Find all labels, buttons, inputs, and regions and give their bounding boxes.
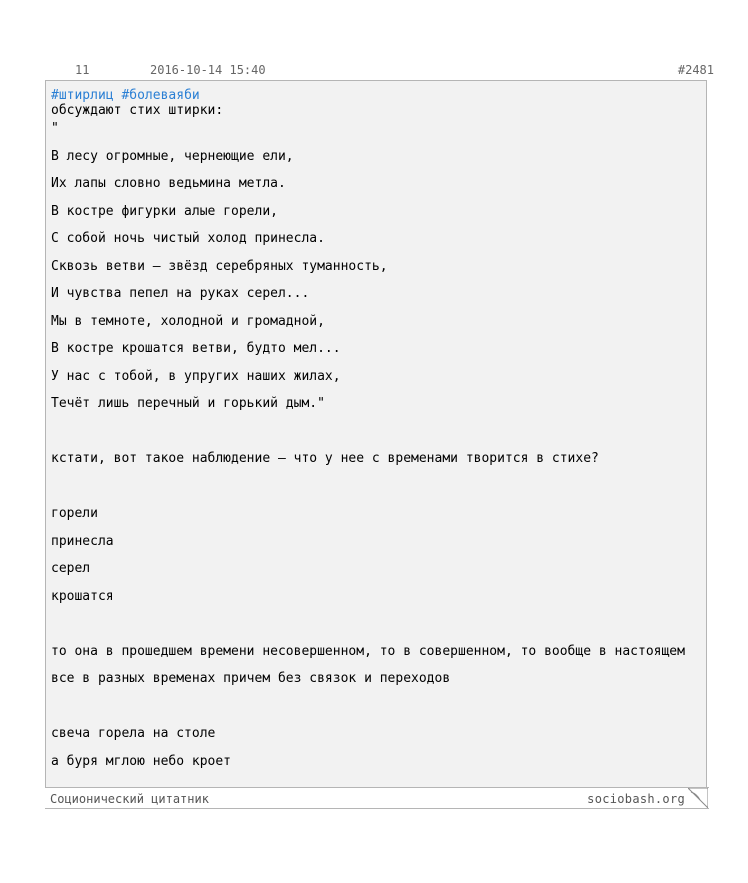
quote-line: а буря мглою небо кроет xyxy=(51,753,232,769)
quote-line: В костре крошатся ветви, будто мел... xyxy=(51,341,341,356)
quote-line: Их лапы словно ведьмина метла. xyxy=(51,176,286,191)
quote-header xyxy=(45,63,716,79)
quote-line xyxy=(51,479,706,507)
quote-line: " xyxy=(51,121,59,136)
quote-line: И чувства пепел на руках серел... xyxy=(51,286,310,301)
quote-line xyxy=(51,616,706,644)
quote-footer xyxy=(45,787,709,809)
tag-link-shtirlits[interactable]: #штирлиц xyxy=(51,88,114,103)
quote-date: 2016-10-14 15:40 xyxy=(150,63,266,77)
site-link[interactable]: sociobash.org xyxy=(587,792,685,806)
quote-line: обсуждают стих штирки: xyxy=(51,103,224,118)
quote-text xyxy=(51,103,706,781)
quote-line: то она в прошедшем времени несовершенном, то в совершенном, то вообще в настоящем xyxy=(51,643,685,659)
quote-line: серел xyxy=(51,561,91,576)
quote-line: кстати, вот такое наблюдение – что у нее с временами творится в стихе? xyxy=(51,451,599,466)
quote-line: В костре фигурки алые горели, xyxy=(51,203,278,219)
tag-link-bolevayabi[interactable]: #болеваяби xyxy=(121,88,200,103)
quote-line: С собой ночь чистый холод принесла. xyxy=(51,231,325,246)
quote-line: Сквозь ветви – звёзд серебряных туманность, xyxy=(51,258,388,274)
quote-box xyxy=(45,80,707,787)
quote-line: В лесу огромные, чернеющие ели, xyxy=(51,148,294,164)
quote-line: Течёт лишь перечный и горький дым." xyxy=(51,396,325,411)
quote-line: принесла xyxy=(51,533,114,549)
quote-line: горели xyxy=(51,506,98,521)
source-label: Соционический цитатник xyxy=(50,792,209,806)
quote-line: Мы в темноте, холодной и громадной, xyxy=(51,313,325,329)
page-corner-icon xyxy=(688,788,708,808)
quote-id-link[interactable]: #2481 xyxy=(677,63,714,77)
quote-line xyxy=(51,424,706,452)
quote-line: крошатся xyxy=(51,588,114,604)
quote-line: свеча горела на столе xyxy=(51,726,216,741)
quote-line: У нас с тобой, в упругих наших жилах, xyxy=(51,368,341,384)
quote-line: все в разных временах причем без связок и переходов xyxy=(51,671,451,686)
quote-tags xyxy=(51,88,200,103)
quote-rating: 11 xyxy=(75,63,90,77)
quote-line xyxy=(51,699,706,727)
